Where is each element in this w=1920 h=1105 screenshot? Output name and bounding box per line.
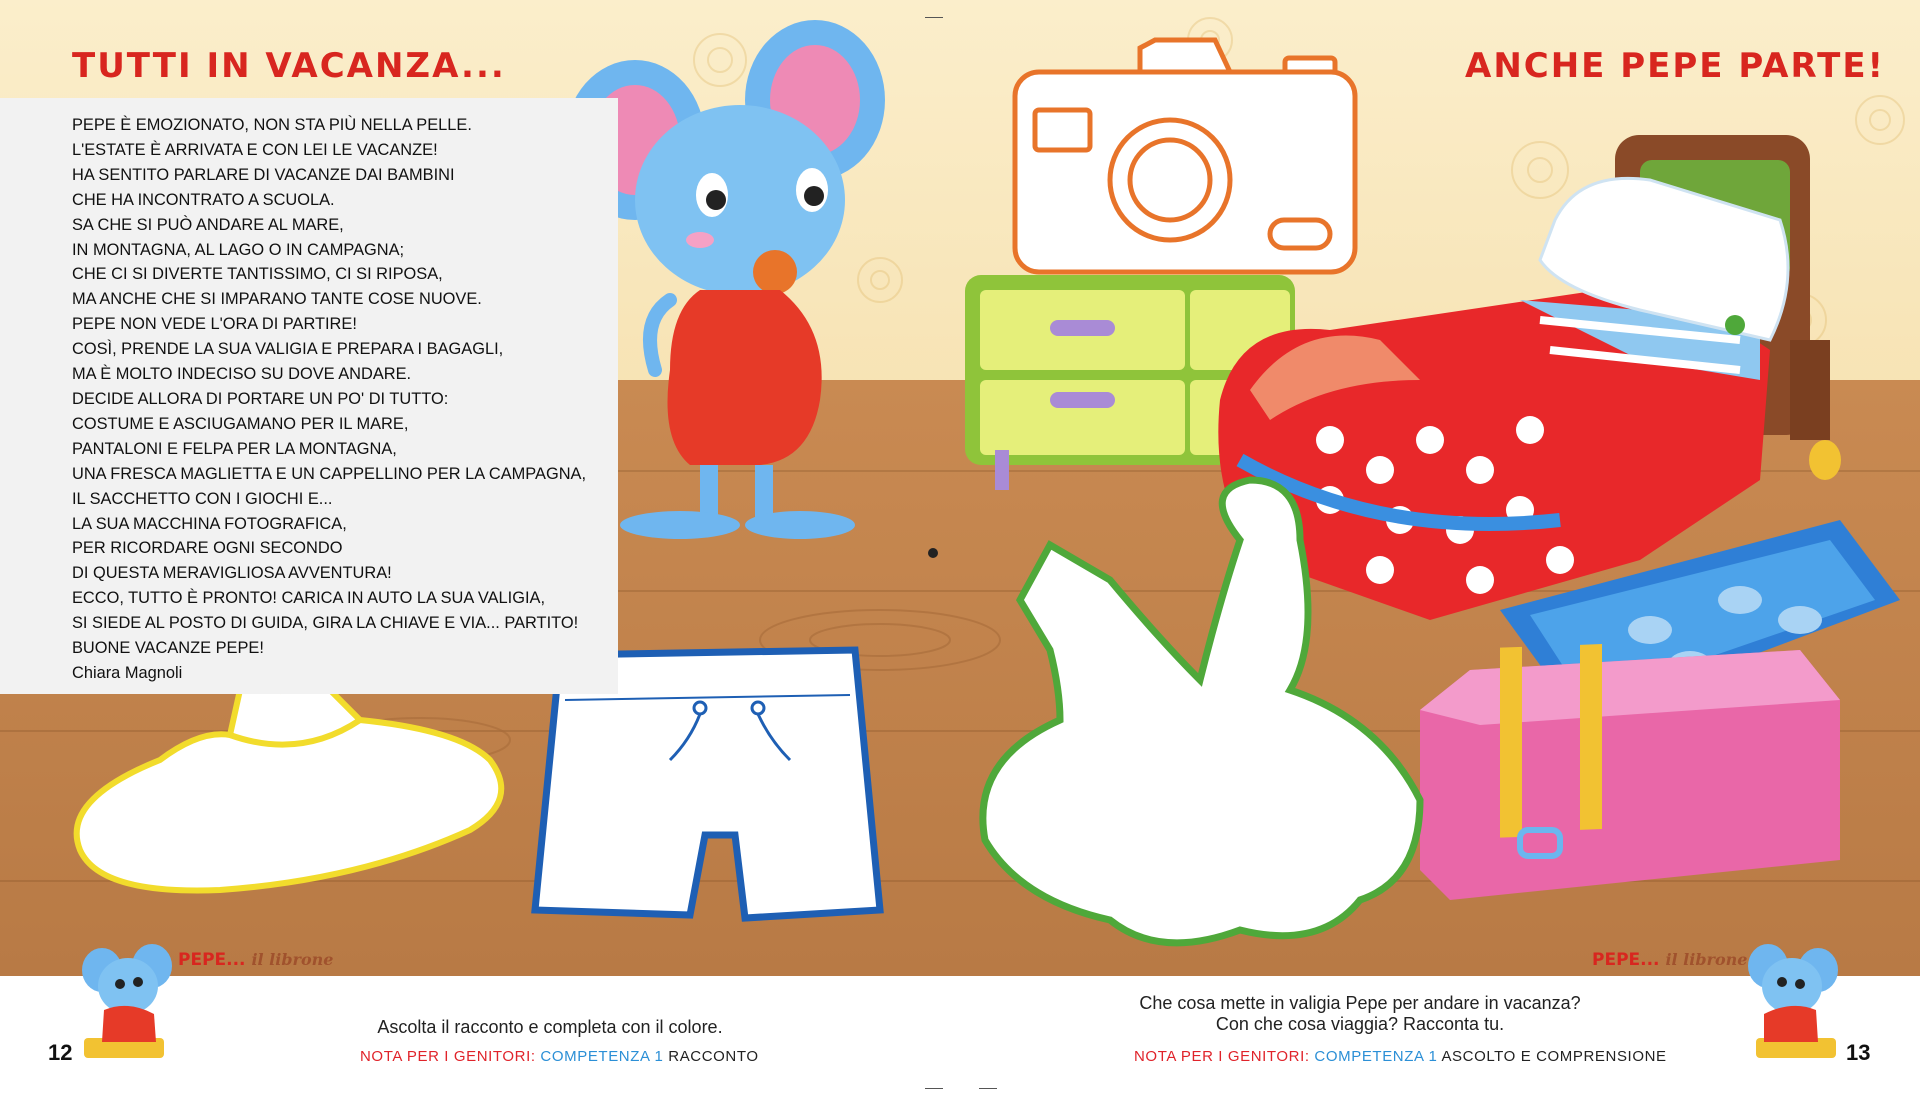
right-instruction: Che cosa mette in valigia Pepe per andare in vacanza? Con che cosa viaggia? Racconta tu. xyxy=(1139,993,1581,1034)
right-page-title: ANCHE PEPE PARTE! xyxy=(1465,46,1886,86)
story-line: DECIDE ALLORA DI PORTARE UN PO' DI TUTTO: xyxy=(72,389,449,408)
story-line: SA CHE SI PUÒ ANDARE AL MARE, xyxy=(72,215,344,234)
story-line: LA SUA MACCHINA FOTOGRAFICA, xyxy=(72,514,347,533)
left-page-number: 12 xyxy=(48,1040,73,1065)
left-page-title: TUTTI IN VACANZA... xyxy=(72,46,506,86)
story-line: HA SENTITO PARLARE DI VACANZE DAI BAMBINI xyxy=(72,165,455,184)
story-line: PANTALONI E FELPA PER LA MONTAGNA, xyxy=(72,439,397,458)
right-page-number: 13 xyxy=(1846,1040,1871,1065)
left-brand: PEPE... il librone xyxy=(178,950,334,970)
suitcase xyxy=(1420,644,1840,900)
left-mascot-icon xyxy=(74,944,182,1062)
story-text xyxy=(72,113,612,686)
crop-mark xyxy=(925,1088,943,1089)
story-line: Chiara Magnoli xyxy=(72,663,183,682)
story-line: SI SIEDE AL POSTO DI GUIDA, GIRA LA CHIAVE E VIA... PARTITO! xyxy=(72,614,579,633)
story-line: PEPE È EMOZIONATO, NON STA PIÙ NELLA PELLE. xyxy=(72,116,472,134)
story-line: IN MONTAGNA, AL LAGO O IN CAMPAGNA; xyxy=(72,240,405,259)
story-line: L'ESTATE È ARRIVATA E CON LEI LE VACANZE! xyxy=(72,140,438,159)
right-parent-note: NOTA PER I GENITORI: COMPETENZA 1 ASCOLTO E COMPRENSIONE xyxy=(1134,1048,1667,1065)
left-instruction: Ascolta il racconto e completa con il colore. xyxy=(377,1017,723,1037)
story-line: IL SACCHETTO CON I GIOCHI E... xyxy=(72,489,333,508)
camera-outline xyxy=(1015,40,1355,272)
story-line: PER RICORDARE OGNI SECONDO xyxy=(72,539,343,558)
right-brand: PEPE... il librone xyxy=(1592,950,1748,970)
story-line: MA È MOLTO INDECISO SU DOVE ANDARE. xyxy=(72,365,412,384)
left-parent-note: NOTA PER I GENITORI: COMPETENZA 1 RACCONTO xyxy=(360,1048,759,1065)
story-line: DI QUESTA MERAVIGLIOSA AVVENTURA! xyxy=(72,564,392,583)
story-line: BUONE VACANZE PEPE! xyxy=(72,639,264,658)
crop-mark xyxy=(979,1088,997,1089)
story-line: COSÌ, PRENDE LA SUA VALIGIA E PREPARA I BAGAGLI, xyxy=(72,340,504,359)
hat-outline xyxy=(77,675,502,891)
story-line: UNA FRESCA MAGLIETTA E UN CAPPELLINO PER LA CAMPAGNA, xyxy=(72,464,587,483)
story-line: MA ANCHE CHE SI IMPARANO TANTE COSE NUOVE. xyxy=(72,290,482,309)
story-line: PEPE NON VEDE L'ORA DI PARTIRE! xyxy=(72,315,357,334)
story-line: COSTUME E ASCIUGAMANO PER IL MARE, xyxy=(72,414,409,433)
right-mascot-icon xyxy=(1738,944,1846,1062)
center-dot xyxy=(928,548,938,558)
crop-mark xyxy=(925,17,943,18)
story-line: CHE CI SI DIVERTE TANTISSIMO, CI SI RIPOSA, xyxy=(72,265,443,284)
story-line: ECCO, TUTTO È PRONTO! CARICA IN AUTO LA SUA VALIGIA, xyxy=(72,589,546,608)
story-line: CHE HA INCONTRATO A SCUOLA. xyxy=(72,190,335,209)
